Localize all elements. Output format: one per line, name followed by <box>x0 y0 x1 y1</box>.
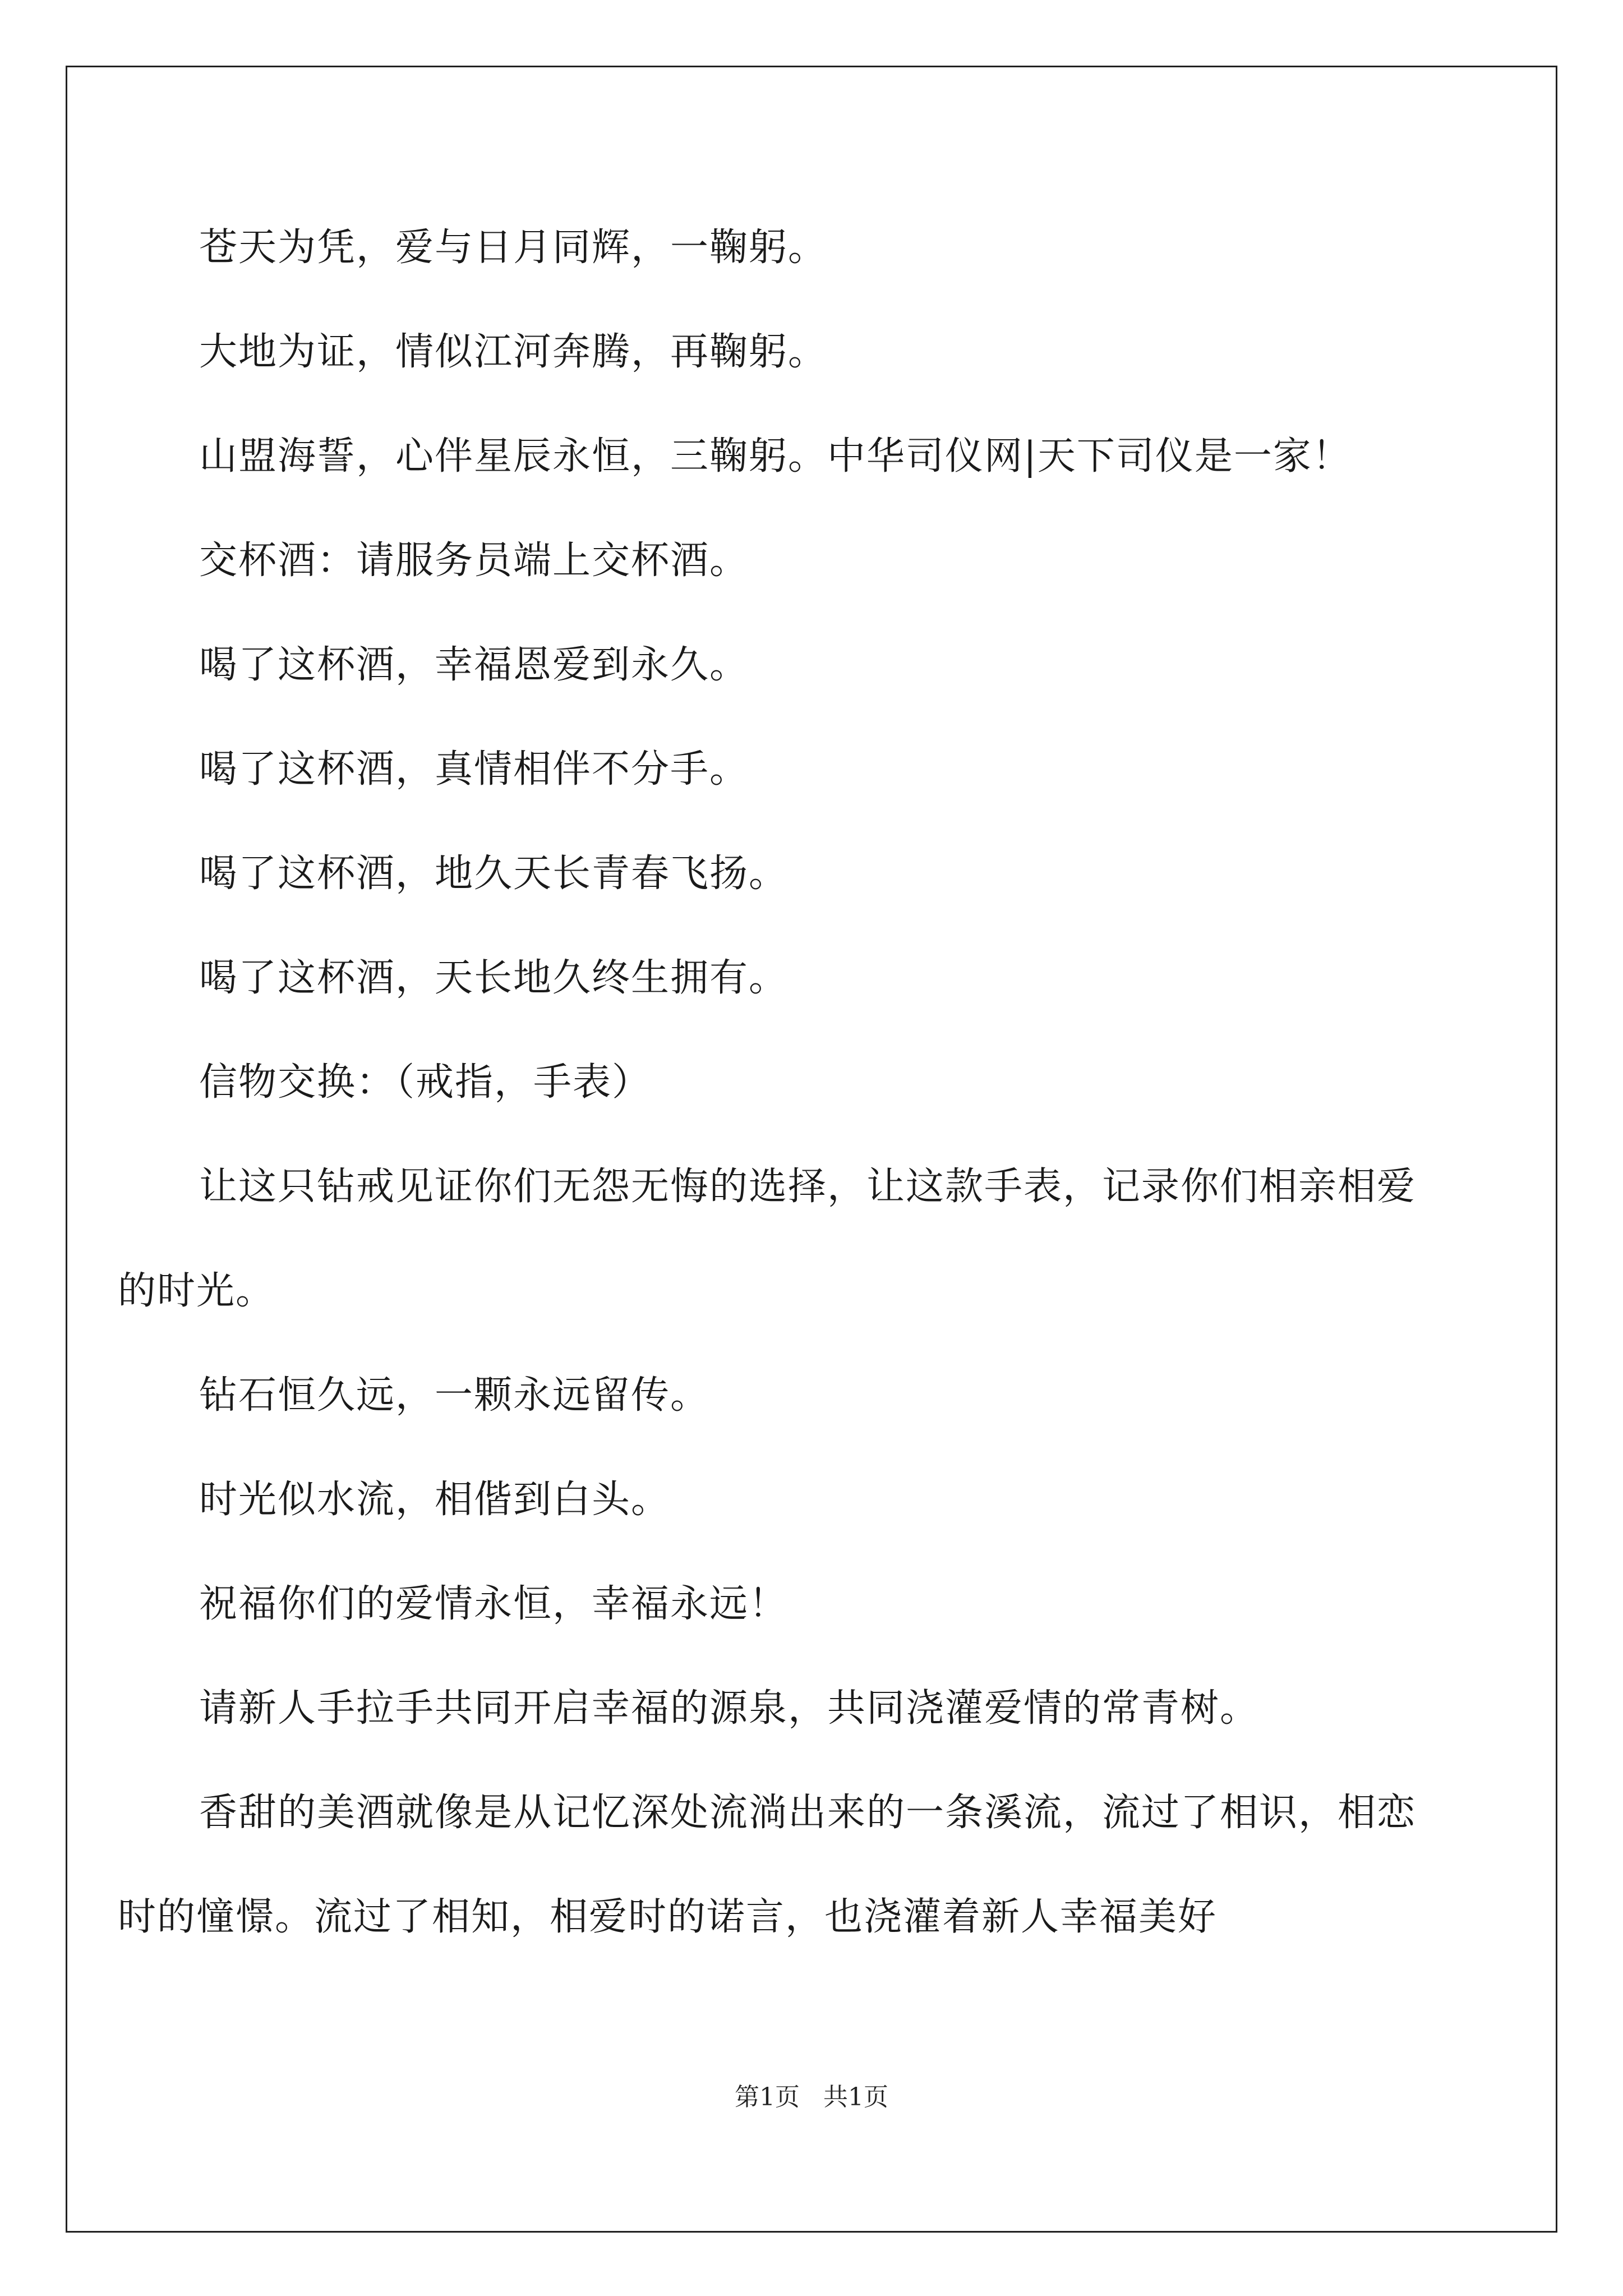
paragraph-4: 交杯酒：请服务员端上交杯酒。 <box>199 539 749 583</box>
paragraph-10: 让这只钻戒见证你们无怨无悔的选择，让这款手表，记录你们相亲相爱的时光。 <box>118 1165 1417 1313</box>
page-footer <box>0 2077 1623 2113</box>
paragraph-3: 山盟海誓，心伴星辰永恒，三鞠躬。中华司仪网|天下司仪是一家！ <box>199 434 1352 478</box>
paragraph-8: 喝了这杯酒，天长地久终生拥有。 <box>199 956 789 1000</box>
paragraph-15: 香甜的美酒就像是从记忆深处流淌出来的一条溪流，流过了相识，相恋时的憧憬。流过了相知，相爱时的诺言，也浇灌着新人幸福美好 <box>118 1791 1417 1939</box>
paragraph-13: 祝福你们的爱情永恒，幸福永远！ <box>199 1582 789 1626</box>
paragraph-9: 信物交换：（戒指，手表） <box>199 1060 652 1105</box>
paragraph-6: 喝了这杯酒，真情相伴不分手。 <box>199 747 749 792</box>
paragraph-11: 钻石恒久远，一颗永远留传。 <box>199 1373 710 1418</box>
page-number-total: 共1页 <box>823 2083 888 2111</box>
paragraph-1: 苍天为凭，爱与日月同辉，一鞠躬。 <box>199 226 828 270</box>
paragraph-7: 喝了这杯酒，地久天长青春飞扬。 <box>199 852 789 896</box>
paragraph-14: 请新人手拉手共同开启幸福的源泉，共同浇灌爱情的常青树。 <box>199 1686 1260 1731</box>
document-body <box>118 223 1433 1996</box>
paragraph-5: 喝了这杯酒，幸福恩爱到永久。 <box>199 643 749 687</box>
paragraph-12: 时光似水流，相偕到白头。 <box>199 1478 671 1522</box>
paragraph-2: 大地为证，情似江河奔腾，再鞠躬。 <box>199 330 828 374</box>
page-number-current: 第1页 <box>735 2083 800 2111</box>
